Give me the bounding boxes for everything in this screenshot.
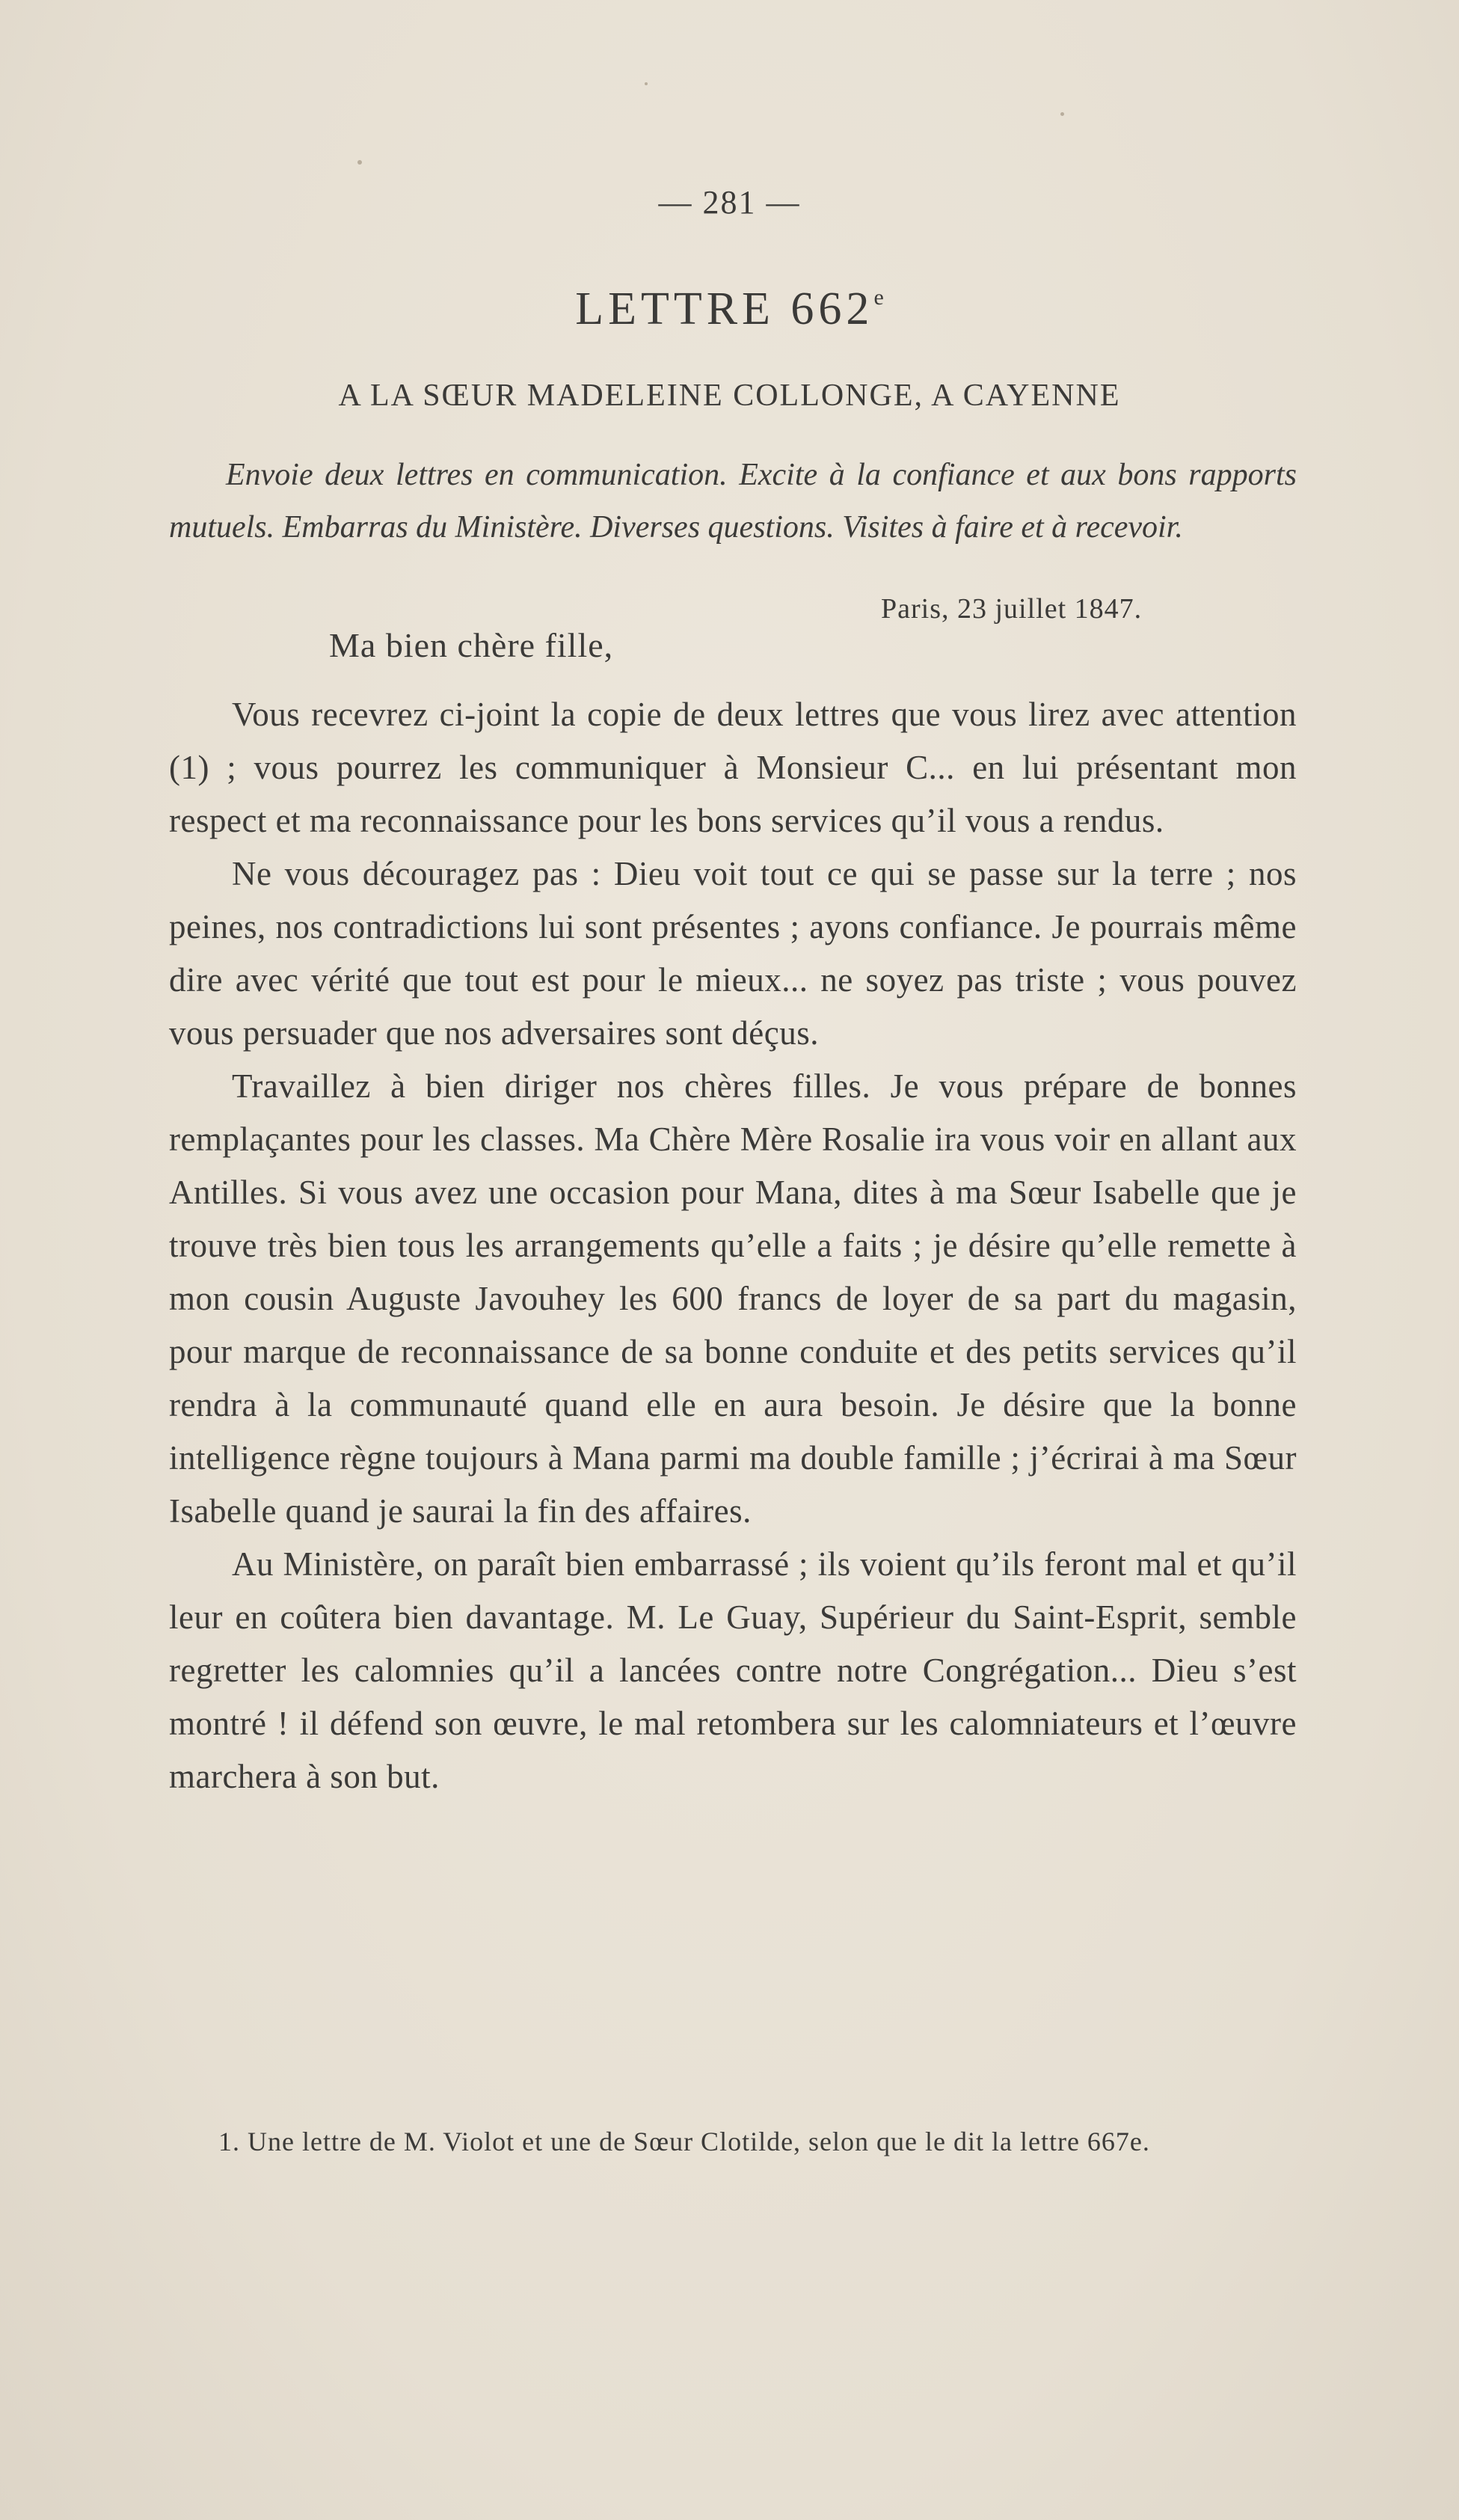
letter-title-suffix: e [873,285,884,310]
page-number: — 281 — [658,184,801,221]
letter-salutation: Ma bien chère fille, [329,626,614,664]
paper-speck [357,160,362,165]
body-paragraph: Au Ministère, on paraît bien embarrassé ; ils voient qu’ils feront mal et qu’il leur en coûtera bien davantage. M. Le Guay, Supérieur du Saint-Esprit, semble regretter les calomnies qu’il a lancées contre notre Congrégation... Dieu s’est montré ! il défend son œuvre, le mal retombera sur les calomniateurs et l’œuvre marchera à son but. [169,1545,1297,1795]
body-paragraph: Travaillez à bien diriger nos chères filles. Je vous prépare de bonnes remplaçantes pour les classes. Ma Chère Mère Rosalie ira vous voir en allant aux Antilles. Si vous avez une occasion pour Mana, dites à ma Sœur Isabelle que je trouve très bien tous les arrangements qu’elle a faits ; je désire qu’elle remette à mon cousin Auguste Javouhey les 600 francs de loyer de sa part du magasin, pour marque de reconnaissance de sa bonne conduite et des petits services qu’il rendra à la communauté quand elle en aura besoin. Je désire que la bonne intelligence règne toujours à Mana parmi ma double famille ; j’écrirai à ma Sœur Isabelle quand je saurai la fin des affaires. [169,1067,1297,1530]
letter-title [0,283,1459,336]
paper-speck [1060,112,1064,116]
letter-summary: Envoie deux lettres en communication. Excite à la confiance et aux bons rapports mutuels. Embarras du Ministère. Diverses questions. Visites à faire et à recevoir. [169,458,1297,545]
body-paragraph: Ne vous découragez pas : Dieu voit tout ce qui se passe sur la terre ; nos peines, nos contradictions lui sont présentes ; ayons confiance. Je pourrais même dire avec vérité que tout est pour le mieux... ne soyez pas triste ; vous pouvez vous persuader que nos adversaires sont déçus. [169,855,1297,1052]
footnote: 1. Une lettre de M. Violot et une de Sœur Clotilde, selon que le dit la lettre 667e. [218,2127,1150,2156]
letter-dateline: Paris, 23 juillet 1847. [881,593,1143,625]
paper-speck [645,82,648,85]
letter-body [169,688,1297,1803]
body-paragraph: Vous recevrez ci-joint la copie de deux lettres que vous lirez avec attention (1) ; vous pourrez les communiquer à Monsieur C... en lui présentant mon respect et ma reconnaissance pour les bons services qu’il vous a rendus. [169,696,1297,839]
letter-addressee: A LA SŒUR MADELEINE COLLONGE, A CAYENNE [338,378,1121,413]
letter-title-text: LETTRE 662 [575,283,874,334]
